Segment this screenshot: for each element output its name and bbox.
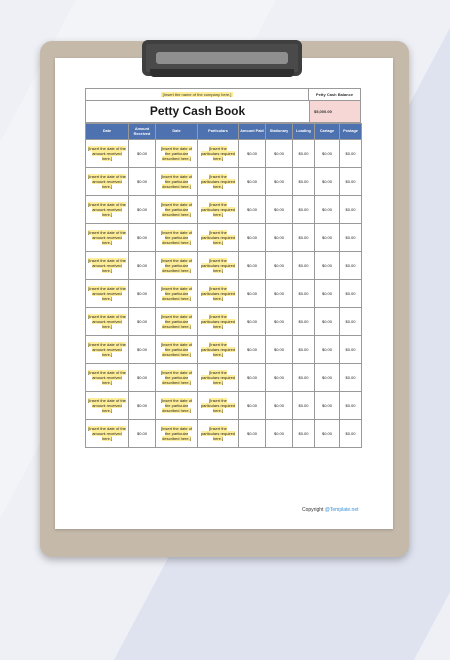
cell-cartage[interactable]: $0.00 bbox=[315, 196, 340, 224]
cell-loading[interactable]: $0.00 bbox=[293, 224, 315, 252]
placeholder-text: [Insert the particulars required here.] bbox=[200, 426, 236, 441]
cell-cartage[interactable]: $0.00 bbox=[315, 168, 340, 196]
cell-loading[interactable]: $0.00 bbox=[293, 140, 315, 168]
cell-cartage[interactable]: $0.00 bbox=[315, 420, 340, 448]
cell-amount-received[interactable]: $0.00 bbox=[129, 168, 156, 196]
cell-amount-paid[interactable]: $0.00 bbox=[239, 420, 266, 448]
cell-amount-paid[interactable]: $0.00 bbox=[239, 336, 266, 364]
cell-amount-received[interactable]: $0.00 bbox=[129, 420, 156, 448]
cell-date-received[interactable] bbox=[86, 364, 129, 392]
cell-cartage[interactable]: $0.00 bbox=[315, 392, 340, 420]
placeholder-text: [Insert the date of the particular described here.] bbox=[160, 230, 193, 245]
table-row bbox=[86, 308, 362, 336]
cell-stationary[interactable]: $0.00 bbox=[266, 392, 293, 420]
table-row bbox=[86, 252, 362, 280]
placeholder-text: [Insert the date of the particular described here.] bbox=[160, 146, 193, 161]
cell-date-received[interactable] bbox=[86, 392, 129, 420]
placeholder-text: [Insert the date of the amount received here.] bbox=[88, 174, 126, 189]
placeholder-text: [Insert the date of the particular described here.] bbox=[160, 370, 193, 385]
placeholder-text: [Insert the particulars required here.] bbox=[200, 174, 236, 189]
placeholder-text: [Insert the date of the particular described here.] bbox=[160, 258, 193, 273]
table-row bbox=[86, 168, 362, 196]
cell-particulars[interactable] bbox=[198, 280, 239, 308]
cell-postage[interactable]: $0.00 bbox=[340, 280, 362, 308]
cell-particulars[interactable] bbox=[198, 224, 239, 252]
cell-date-paid[interactable] bbox=[156, 196, 198, 224]
copyright-brand-link[interactable]: @Template.net bbox=[324, 507, 359, 513]
cell-date-received[interactable] bbox=[86, 224, 129, 252]
cell-postage[interactable]: $0.00 bbox=[340, 420, 362, 448]
column-header: Date bbox=[156, 124, 198, 140]
cell-date-received[interactable] bbox=[86, 308, 129, 336]
cell-postage[interactable]: $0.00 bbox=[340, 196, 362, 224]
cell-cartage[interactable]: $0.00 bbox=[315, 364, 340, 392]
cell-stationary[interactable]: $0.00 bbox=[266, 364, 293, 392]
cell-stationary[interactable]: $0.00 bbox=[266, 280, 293, 308]
clip-opening bbox=[156, 52, 288, 64]
placeholder-text: [Insert the date of the amount received here.] bbox=[88, 286, 126, 301]
cell-postage[interactable]: $0.00 bbox=[340, 392, 362, 420]
cell-amount-received[interactable]: $0.00 bbox=[129, 280, 156, 308]
table-row bbox=[86, 140, 362, 168]
table-row bbox=[86, 196, 362, 224]
balance-value[interactable]: $5,000.00 bbox=[309, 101, 360, 122]
cell-cartage[interactable]: $0.00 bbox=[315, 140, 340, 168]
placeholder-text: [Insert the particulars required here.] bbox=[200, 146, 236, 161]
company-name-placeholder: [Insert the name of the company here.] bbox=[162, 92, 232, 97]
cell-postage[interactable]: $0.00 bbox=[340, 336, 362, 364]
cell-amount-received[interactable]: $0.00 bbox=[129, 364, 156, 392]
company-name-field[interactable] bbox=[86, 89, 308, 100]
cell-date-received[interactable] bbox=[86, 196, 129, 224]
cell-loading[interactable]: $0.00 bbox=[293, 336, 315, 364]
cell-amount-paid[interactable]: $0.00 bbox=[239, 308, 266, 336]
cell-amount-received[interactable]: $0.00 bbox=[129, 140, 156, 168]
column-header: Particulars bbox=[198, 124, 239, 140]
cell-amount-paid[interactable]: $0.00 bbox=[239, 168, 266, 196]
column-header: Amount Paid bbox=[239, 124, 266, 140]
cell-date-paid[interactable] bbox=[156, 168, 198, 196]
cell-amount-paid[interactable]: $0.00 bbox=[239, 364, 266, 392]
cell-particulars[interactable] bbox=[198, 196, 239, 224]
placeholder-text: [Insert the date of the amount received here.] bbox=[88, 342, 126, 357]
cell-date-paid[interactable] bbox=[156, 140, 198, 168]
copyright-label: Copyright bbox=[302, 507, 324, 513]
cell-stationary[interactable]: $0.00 bbox=[266, 196, 293, 224]
cell-stationary[interactable]: $0.00 bbox=[266, 252, 293, 280]
cell-amount-received[interactable]: $0.00 bbox=[129, 196, 156, 224]
placeholder-text: [Insert the date of the amount received here.] bbox=[88, 398, 126, 413]
placeholder-text: [Insert the date of the particular described here.] bbox=[160, 342, 193, 357]
cell-postage[interactable]: $0.00 bbox=[340, 252, 362, 280]
company-row bbox=[85, 88, 361, 101]
cell-amount-paid[interactable]: $0.00 bbox=[239, 392, 266, 420]
cell-amount-received[interactable]: $0.00 bbox=[129, 308, 156, 336]
placeholder-text: [Insert the date of the particular described here.] bbox=[160, 398, 193, 413]
cell-loading[interactable]: $0.00 bbox=[293, 392, 315, 420]
column-header: Loading bbox=[293, 124, 315, 140]
cell-cartage[interactable]: $0.00 bbox=[315, 224, 340, 252]
cell-date-received[interactable] bbox=[86, 336, 129, 364]
placeholder-text: [Insert the particulars required here.] bbox=[200, 370, 236, 385]
balance-label: Petty Cash Balance bbox=[308, 89, 360, 100]
cell-cartage[interactable]: $0.00 bbox=[315, 308, 340, 336]
cell-postage[interactable]: $0.00 bbox=[340, 224, 362, 252]
cell-cartage[interactable]: $0.00 bbox=[315, 336, 340, 364]
cell-date-received[interactable] bbox=[86, 168, 129, 196]
cell-loading[interactable]: $0.00 bbox=[293, 252, 315, 280]
placeholder-text: [Insert the date of the amount received here.] bbox=[88, 146, 126, 161]
cell-amount-paid[interactable]: $0.00 bbox=[239, 280, 266, 308]
cell-loading[interactable]: $0.00 bbox=[293, 196, 315, 224]
cell-particulars[interactable] bbox=[198, 336, 239, 364]
title-row bbox=[85, 101, 361, 123]
cell-particulars[interactable] bbox=[198, 364, 239, 392]
table-row bbox=[86, 224, 362, 252]
cell-stationary[interactable]: $0.00 bbox=[266, 168, 293, 196]
placeholder-text: [Insert the date of the particular described here.] bbox=[160, 314, 193, 329]
placeholder-text: [Insert the date of the particular described here.] bbox=[160, 286, 193, 301]
placeholder-text: [Insert the particulars required here.] bbox=[200, 258, 236, 273]
placeholder-text: [Insert the date of the particular described here.] bbox=[160, 426, 193, 441]
cell-loading[interactable]: $0.00 bbox=[293, 364, 315, 392]
placeholder-text: [Insert the date of the amount received here.] bbox=[88, 230, 126, 245]
cell-stationary[interactable]: $0.00 bbox=[266, 308, 293, 336]
cell-particulars[interactable] bbox=[198, 140, 239, 168]
table-row bbox=[86, 420, 362, 448]
cell-cartage[interactable]: $0.00 bbox=[315, 280, 340, 308]
clip-lip bbox=[150, 69, 294, 77]
placeholder-text: [Insert the date of the amount received here.] bbox=[88, 370, 126, 385]
cell-date-paid[interactable] bbox=[156, 420, 198, 448]
column-header: Date bbox=[86, 124, 129, 140]
placeholder-text: [Insert the particulars required here.] bbox=[200, 398, 236, 413]
table-body bbox=[86, 140, 362, 448]
placeholder-text: [Insert the date of the amount received here.] bbox=[88, 426, 126, 441]
cell-loading[interactable]: $0.00 bbox=[293, 308, 315, 336]
table-row bbox=[86, 280, 362, 308]
placeholder-text: [Insert the date of the amount received here.] bbox=[88, 258, 126, 273]
cell-loading[interactable]: $0.00 bbox=[293, 168, 315, 196]
placeholder-text: [Insert the date of the amount received here.] bbox=[88, 314, 126, 329]
column-header: Stationary bbox=[266, 124, 293, 140]
column-header: Amount Received bbox=[129, 124, 156, 140]
cell-stationary[interactable]: $0.00 bbox=[266, 420, 293, 448]
document-page bbox=[55, 58, 393, 529]
table-row bbox=[86, 336, 362, 364]
placeholder-text: [Insert the particulars required here.] bbox=[200, 286, 236, 301]
table-row bbox=[86, 392, 362, 420]
copyright-notice bbox=[302, 507, 359, 513]
cell-amount-paid[interactable]: $0.00 bbox=[239, 252, 266, 280]
cell-amount-received[interactable]: $0.00 bbox=[129, 392, 156, 420]
cell-date-paid[interactable] bbox=[156, 392, 198, 420]
cell-date-paid[interactable] bbox=[156, 364, 198, 392]
cell-postage[interactable]: $0.00 bbox=[340, 140, 362, 168]
cell-date-received[interactable] bbox=[86, 280, 129, 308]
placeholder-text: [Insert the particulars required here.] bbox=[200, 202, 236, 217]
cell-postage[interactable]: $0.00 bbox=[340, 168, 362, 196]
cell-date-paid[interactable] bbox=[156, 252, 198, 280]
placeholder-text: [Insert the particulars required here.] bbox=[200, 230, 236, 245]
cell-amount-paid[interactable]: $0.00 bbox=[239, 196, 266, 224]
cell-date-paid[interactable] bbox=[156, 280, 198, 308]
cell-particulars[interactable] bbox=[198, 392, 239, 420]
cell-loading[interactable]: $0.00 bbox=[293, 280, 315, 308]
table-header-row bbox=[86, 124, 362, 140]
cell-date-paid[interactable] bbox=[156, 308, 198, 336]
cell-postage[interactable]: $0.00 bbox=[340, 364, 362, 392]
cell-amount-paid[interactable]: $0.00 bbox=[239, 224, 266, 252]
cell-particulars[interactable] bbox=[198, 420, 239, 448]
cell-date-received[interactable] bbox=[86, 252, 129, 280]
cell-date-paid[interactable] bbox=[156, 336, 198, 364]
cell-date-paid[interactable] bbox=[156, 224, 198, 252]
cell-postage[interactable]: $0.00 bbox=[340, 308, 362, 336]
cell-loading[interactable]: $0.00 bbox=[293, 420, 315, 448]
placeholder-text: [Insert the date of the amount received here.] bbox=[88, 202, 126, 217]
placeholder-text: [Insert the date of the particular described here.] bbox=[160, 174, 193, 189]
cell-amount-received[interactable]: $0.00 bbox=[129, 252, 156, 280]
petty-cash-table bbox=[85, 123, 362, 448]
cell-amount-received[interactable]: $0.00 bbox=[129, 336, 156, 364]
cell-stationary[interactable]: $0.00 bbox=[266, 336, 293, 364]
cell-particulars[interactable] bbox=[198, 308, 239, 336]
table-row bbox=[86, 364, 362, 392]
cell-particulars[interactable] bbox=[198, 252, 239, 280]
column-header: Postage bbox=[340, 124, 362, 140]
cell-amount-paid[interactable]: $0.00 bbox=[239, 140, 266, 168]
placeholder-text: [Insert the particulars required here.] bbox=[200, 342, 236, 357]
petty-cash-sheet bbox=[85, 88, 361, 448]
column-header: Cartage bbox=[315, 124, 340, 140]
cell-cartage[interactable]: $0.00 bbox=[315, 252, 340, 280]
cell-amount-received[interactable]: $0.00 bbox=[129, 224, 156, 252]
placeholder-text: [Insert the particulars required here.] bbox=[200, 314, 236, 329]
cell-particulars[interactable] bbox=[198, 168, 239, 196]
page-title: Petty Cash Book bbox=[149, 104, 246, 118]
cell-date-received[interactable] bbox=[86, 140, 129, 168]
cell-stationary[interactable]: $0.00 bbox=[266, 224, 293, 252]
cell-stationary[interactable]: $0.00 bbox=[266, 140, 293, 168]
cell-date-received[interactable] bbox=[86, 420, 129, 448]
placeholder-text: [Insert the date of the particular described here.] bbox=[160, 202, 193, 217]
